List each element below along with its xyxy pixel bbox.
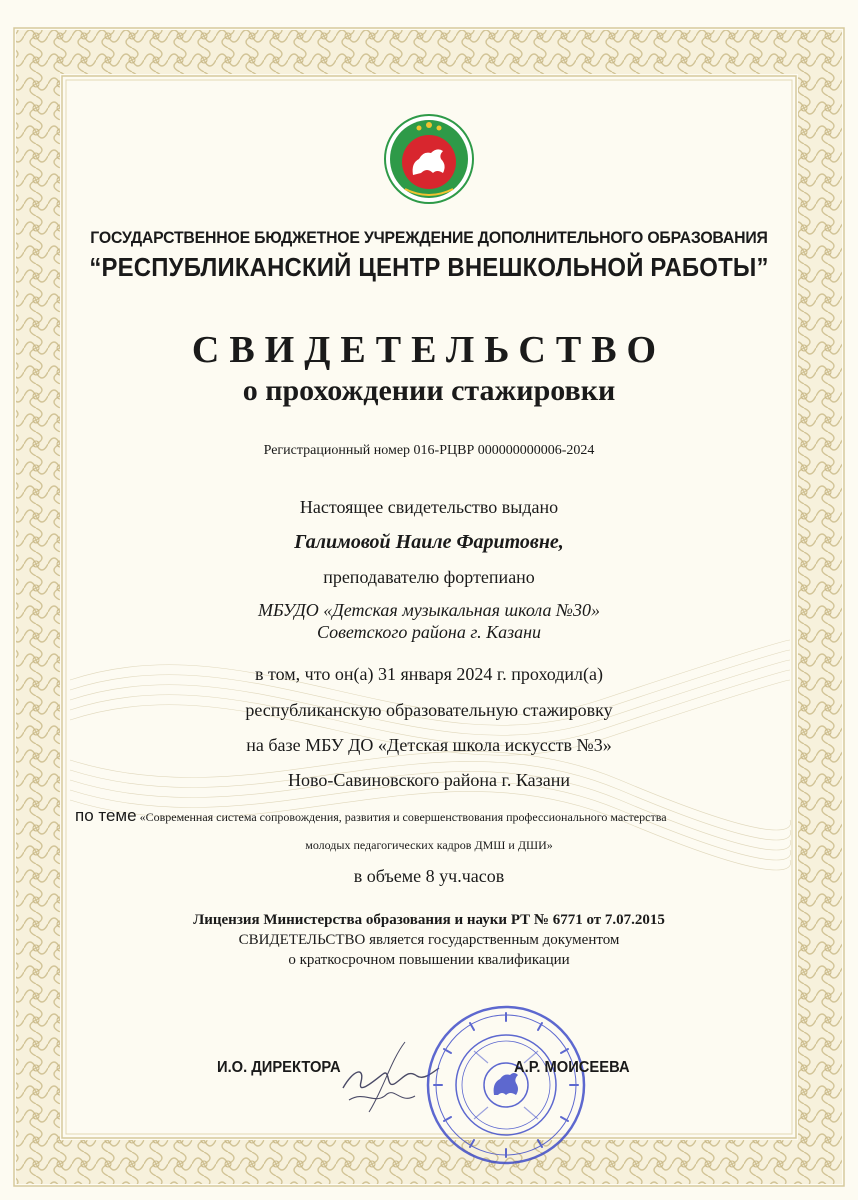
certificate-subtitle: о прохождении стажировки — [242, 374, 616, 407]
org-type-line: ГОСУДАРСТВЕННОЕ БЮДЖЕТНОЕ УЧРЕЖДЕНИЕ ДОПОЛНИТЕЛЬНОГО ОБРАЗОВАНИЯ — [90, 228, 768, 247]
topic-text-1: «Современная система сопровождения, развития и совершенствования профессионального мастерства — [139, 810, 667, 824]
base-institution-line: на базе МБУ ДО «Детская школа искусств №3» — [246, 735, 612, 755]
document-status-line-2: о краткосрочном повышении квалификации — [288, 952, 570, 968]
signatory-role: И.О. ДИРЕКТОРА — [217, 1059, 341, 1076]
certificate-title: СВИДЕТЕЛЬСТВО — [191, 329, 667, 371]
org-name-line: “РЕСПУБЛИКАНСКИЙ ЦЕНТР ВНЕШКОЛЬНОЙ РАБОТЫ” — [89, 252, 769, 282]
volume-line: в объеме 8 уч.часов — [353, 866, 505, 886]
school-line-2: Советского района г. Казани — [316, 622, 542, 642]
district-line: Ново-Савиновского района г. Казани — [288, 770, 570, 790]
school-line-1: МБУДО «Детская музыкальная школа №30» — [258, 600, 600, 620]
internship-type-line: республиканскую образовательную стажировку — [245, 700, 613, 720]
signatory-name: А.Р. МОИСЕЕВА — [514, 1059, 630, 1076]
recipient-name: Галимовой Наиле Фаритовне, — [294, 531, 564, 553]
license-line: Лицензия Министерства образования и науки РТ № 6771 от 7.07.2015 — [193, 912, 665, 928]
recipient-position: преподавателю фортепиано — [323, 567, 535, 587]
topic-line-2: молодых педагогических кадров ДМШ и ДШИ» — [305, 838, 553, 852]
tatarstan-emblem-icon — [383, 113, 475, 205]
issued-text: Настоящее свидетельство выдано — [299, 497, 559, 517]
registration-number: Регистрационный номер 016-РЦВР 000000000006-2024 — [263, 443, 595, 458]
document-status-line-1: СВИДЕТЕЛЬСТВО является государственным документом — [238, 932, 620, 948]
date-line: в том, что он(а) 31 января 2024 г. проходил(а) — [255, 664, 603, 684]
topic-line-1 — [75, 806, 795, 826]
official-stamp-icon — [424, 1003, 588, 1167]
topic-lead: по теме — [75, 806, 137, 825]
